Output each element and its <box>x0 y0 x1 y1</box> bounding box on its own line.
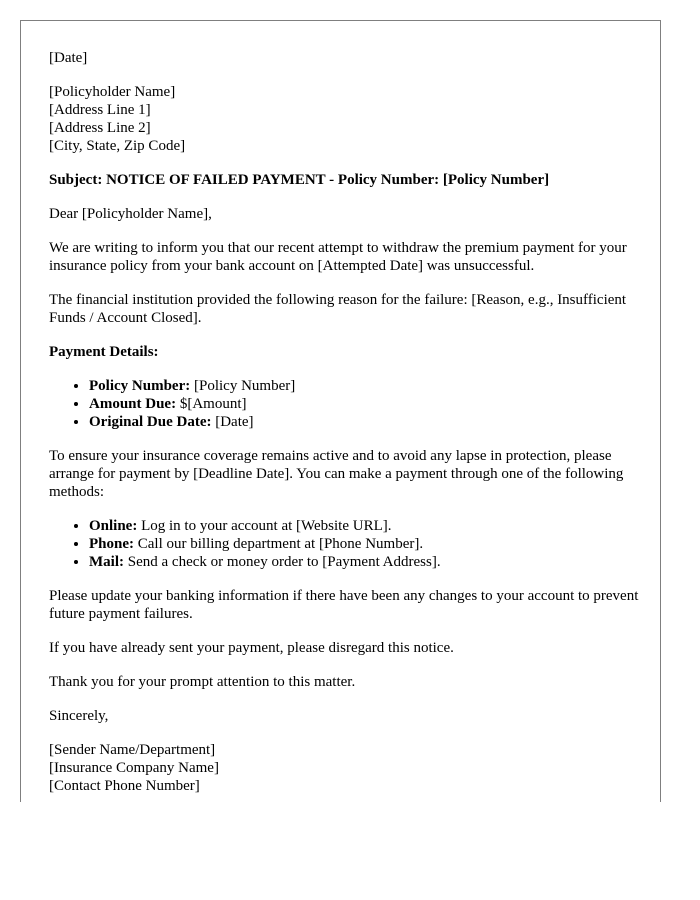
list-item <box>89 535 649 553</box>
detail-label: Original Due Date: <box>89 414 212 430</box>
payment-details-heading-text: Payment Details: <box>49 344 159 360</box>
method-label: Phone: <box>89 536 134 552</box>
detail-label: Amount Due: <box>89 396 177 412</box>
payment-details-list <box>49 377 649 431</box>
list-item <box>89 413 649 431</box>
thanks-paragraph: Thank you for your prompt attention to this matter. <box>49 674 356 690</box>
payment-details-heading <box>49 343 649 361</box>
detail-label: Policy Number: <box>89 378 191 394</box>
sender-phone: [Contact Phone Number] <box>49 778 200 794</box>
closing: Sincerely, <box>49 708 109 724</box>
update-paragraph: Please update your banking information if there have been any changes to your account to prevent future payment failures. <box>49 588 639 622</box>
method-value: Log in to your account at [Website URL]. <box>137 518 392 534</box>
method-label: Mail: <box>89 554 124 570</box>
list-item <box>89 395 649 413</box>
list-item <box>89 377 649 395</box>
list-item <box>89 553 649 571</box>
letter-page <box>20 20 661 802</box>
recipient-address-line-2: [Address Line 2] <box>49 120 151 136</box>
recipient-name: [Policyholder Name] <box>49 84 176 100</box>
method-value: Send a check or money order to [Payment Address]. <box>124 554 441 570</box>
ensure-paragraph: To ensure your insurance coverage remains active and to avoid any lapse in protection, please arrange for payment by [Deadline Date]. You can make a payment through one of the following methods: <box>49 448 624 500</box>
detail-value: [Policy Number] <box>190 378 296 394</box>
subject-text: Subject: NOTICE OF FAILED PAYMENT - Policy Number: [Policy Number] <box>49 172 550 188</box>
letter-date: [Date] <box>49 50 88 66</box>
letter-body <box>49 49 649 811</box>
method-label: Online: <box>89 518 138 534</box>
subject-line <box>49 171 649 189</box>
sender-signature <box>49 741 649 795</box>
sender-name: [Sender Name/Department] <box>49 742 216 758</box>
sender-company: [Insurance Company Name] <box>49 760 219 776</box>
recipient-address <box>49 83 649 155</box>
intro-paragraph: We are writing to inform you that our recent attempt to withdraw the premium payment for your insurance policy from your bank account on [Attempted Date] was unsuccessful. <box>49 240 627 274</box>
payment-methods-list <box>49 517 649 571</box>
salutation: Dear [Policyholder Name], <box>49 206 212 222</box>
detail-value: [Date] <box>211 414 254 430</box>
method-value: Call our billing department at [Phone Number]. <box>134 536 424 552</box>
detail-value: $[Amount] <box>176 396 247 412</box>
recipient-city-state-zip: [City, State, Zip Code] <box>49 138 186 154</box>
disregard-paragraph: If you have already sent your payment, please disregard this notice. <box>49 640 454 656</box>
recipient-address-line-1: [Address Line 1] <box>49 102 151 118</box>
list-item <box>89 517 649 535</box>
reason-paragraph: The financial institution provided the following reason for the failure: [Reason, e.g., Insufficient Funds / Account Closed]. <box>49 292 627 326</box>
